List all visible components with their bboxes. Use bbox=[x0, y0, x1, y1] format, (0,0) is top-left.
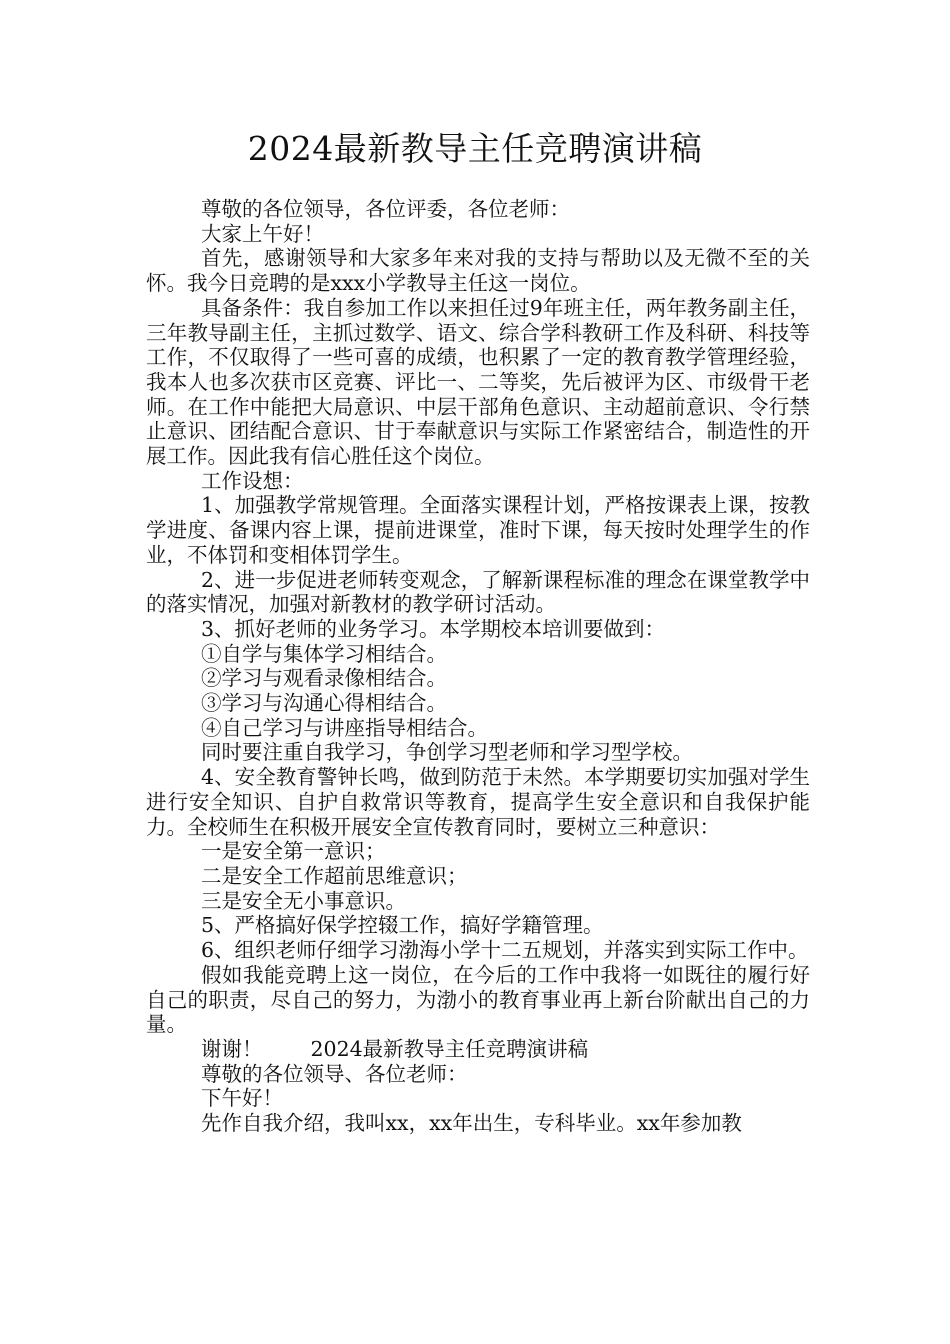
paragraph-plan-1: 1、加强教学常规管理。全面落实课程计划，严格按课表上课，按教学进度、备课内容上课，提前进课堂，准时下课，每天按时处理学生的作业，不体罚和变相体罚学生。 bbox=[146, 493, 810, 567]
second-title: 2024最新教导主任竞聘演讲稿 bbox=[310, 1036, 589, 1061]
paragraph-thanks-intro: 首先，感谢领导和大家多年来对我的支持与帮助以及无微不至的关怀。我今日竞聘的是xxx小学教导主任这一岗位。 bbox=[146, 246, 810, 296]
list-item-training-3: ③学习与沟通心得相结合。 bbox=[201, 691, 447, 716]
paragraph-plan-6: 6、组织老师仔细学习渤海小学十二五规划，并落实到实际工作中。 bbox=[201, 938, 809, 963]
thanks-and-second-title-line bbox=[146, 1037, 810, 1062]
paragraph-plan-2: 2、进一步促进老师转变观念，了解新课程标准的理念在课堂教学中的落实情况，加强对新教材的教学研讨活动。 bbox=[146, 567, 810, 617]
thanks-text: 谢谢！ bbox=[201, 1036, 263, 1061]
list-item-training-4: ④自己学习与讲座指导相结合。 bbox=[201, 715, 488, 740]
list-item-training-1: ①自学与集体学习相结合。 bbox=[201, 641, 447, 666]
list-item-safety-3: 三是安全无小事意识。 bbox=[201, 888, 406, 913]
paragraph-salutation: 尊敬的各位领导，各位评委，各位老师： bbox=[201, 197, 570, 221]
paragraph-plan-4: 4、安全教育警钟长鸣，做到防范于未然。本学期要切实加强对学生进行安全知识、自护自救常识等教育，提高学生安全意识和自我保护能力。全校师生在积极开展安全宣传教育同时，要树立三种意识： bbox=[146, 765, 810, 839]
paragraph-second-greeting: 下午好！ bbox=[201, 1086, 283, 1111]
paragraph-self-study: 同时要注重自我学习，争创学习型老师和学习型学校。 bbox=[201, 740, 693, 765]
paragraph-second-salutation: 尊敬的各位领导、各位老师： bbox=[201, 1061, 468, 1086]
paragraph-plan-3: 3、抓好老师的业务学习。本学期校本培训要做到： bbox=[201, 616, 666, 641]
paragraph-closing: 假如我能竞聘上这一岗位，在今后的工作中我将一如既往的履行好自己的职责，尽自己的努力，为渤小的教育事业再上新台阶献出自己的力量。 bbox=[146, 962, 810, 1037]
paragraph-greeting: 大家上午好！ bbox=[201, 221, 324, 246]
list-item-training-2: ②学习与观看录像相结合。 bbox=[201, 666, 447, 691]
document-body bbox=[146, 197, 810, 1136]
document-title: 2024最新教导主任竞聘演讲稿 bbox=[247, 129, 703, 168]
list-item-safety-2: 二是安全工作超前思维意识； bbox=[201, 863, 468, 888]
paragraph-qualifications: 具备条件：我自参加工作以来担任过9年班主任，两年教务副主任，三年教导副主任，主抓过数学、语文、综合学科教研工作及科研、科技等工作，不仅取得了一些可喜的成绩，也积累了一定的教育教学管理经验，我本人也多次获市区竞赛、评比一、二等奖，先后被评为区、市级骨干老师。在工作中能把大局意识、中层干部角色意识、主动超前意识、令行禁止意识、团结配合意识、甘于奉献意识与实际工作紧密结合，制造性的开展工作。因此我有信心胜任这个岗位。 bbox=[146, 295, 810, 469]
paragraph-second-intro: 先作自我介绍，我叫xx，xx年出生，专科毕业。xx年参加教 bbox=[201, 1111, 742, 1136]
paragraph-plan-5: 5、严格搞好保学控辍工作，搞好学籍管理。 bbox=[201, 913, 604, 938]
paragraph-work-plan-heading: 工作设想： bbox=[201, 468, 304, 493]
list-item-safety-1: 一是安全第一意识； bbox=[201, 839, 386, 864]
